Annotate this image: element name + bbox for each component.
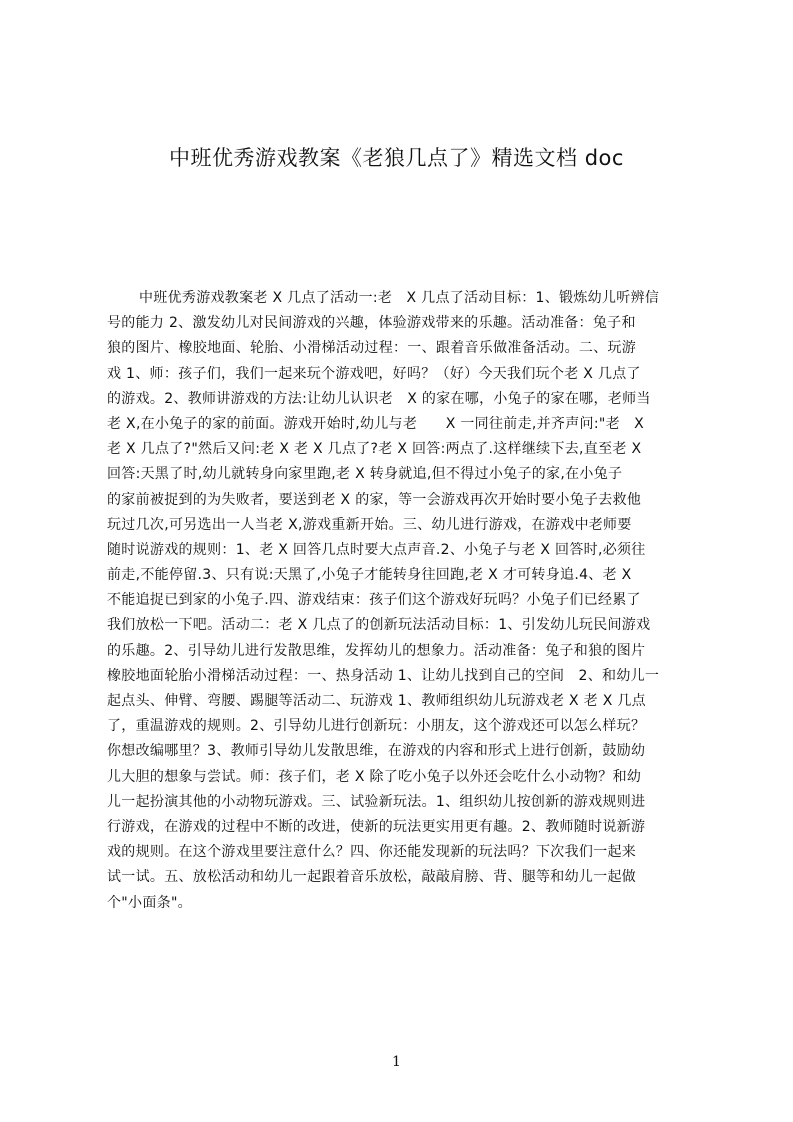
body-line: 了，重温游戏的规则。2、引导幼儿进行创新玩：小朋友，这个游戏还可以怎么样玩？ [107, 718, 646, 735]
body-line: 玩过几次,可另选出一人当老 X,游戏重新开始。三、幼儿进行游戏，在游戏中老师要 [107, 516, 632, 533]
body-line: 中班优秀游戏教案老 X 几点了活动一:老 X 几点了活动目标：1、锻炼幼儿听辨信 [139, 290, 660, 306]
body-line: 的乐趣。2、引导幼儿进行发散思维，发挥幼儿的想象力。活动准备：兔子和狼的图片 [107, 642, 646, 659]
body-line: 老 X,在小兔子的家的前面。游戏开始时,幼儿与老 X 一同往前走,并齐声问:"老 X [107, 415, 645, 432]
body-line: 的家前被捉到的为失败者，要送到老 X 的家，等一会游戏再次开始时要小兔子去救他 [107, 491, 642, 508]
body-line: 行游戏，在游戏的过程中不断的改进，使新的玩法更实用更有趣。2、教师随时说新游 [107, 818, 646, 835]
body-line: 的游戏。2、教师讲游戏的方法:让幼儿认识老 X 的家在哪，小兔子的家在哪，老师当 [107, 390, 651, 407]
body-line: 戏的规则。在这个游戏里要注意什么？四、你还能发现新的玩法吗？下次我们一起来 [107, 844, 637, 861]
body-line: 狼的图片、橡胶地面、轮胎、小滑梯活动过程：一、跟着音乐做准备活动。二、玩游 [107, 340, 637, 357]
body-line: 试一试。五、放松活动和幼儿一起跟着音乐放松，敲敲肩膀、背、腿等和幼儿一起做 [107, 869, 637, 886]
body-line: 随时说游戏的规则：1、老 X 回答几点时要大点声音.2、小兔子与老 X 回答时,必须往 [107, 541, 646, 558]
body-line: 橡胶地面轮胎小滑梯活动过程：一、热身活动 1、让幼儿找到自己的空间 2、和幼儿一 [107, 667, 660, 684]
body-line: 回答:天黑了时,幼儿就转身向家里跑,老 X 转身就追,但不得过小兔子的家,在小兔子 [107, 466, 623, 483]
body-line: 不能追捉已到家的小兔子.四、游戏结束：孩子们这个游戏好玩吗？小兔子们已经累了 [107, 592, 641, 609]
document-body [107, 286, 697, 966]
body-line: 号的能力 2、激发幼儿对民间游戏的兴趣，体验游戏带来的乐趣。活动准备：兔子和 [107, 315, 636, 332]
body-line: 个"小面条"。 [107, 894, 192, 911]
body-line: 儿一起扮演其他的小动物玩游戏。三、试验新玩法。1、组织幼儿按创新的游戏规则进 [107, 793, 646, 810]
document-title: 中班优秀游戏教案《老狼几点了》精选文档 doc [169, 146, 624, 170]
body-line: 我们放松一下吧。活动二：老 X 几点了的创新玩法活动目标：1、引发幼儿玩民间游戏 [107, 617, 651, 634]
body-line: 儿大胆的想象与尝试。师：孩子们，老 X 除了吃小兔子以外还会吃什么小动物？和幼 [107, 768, 642, 785]
page-number: 1 [392, 1054, 401, 1070]
body-line: 老 X 几点了?"然后又问:老 X 老 X 几点了?老 X 回答:两点了.这样继续下去,直至老 X [107, 441, 642, 458]
body-line: 前走,不能停留.3、只有说:天黑了,小兔子才能转身往回跑,老 X 才可转身追.4、老 X [107, 567, 632, 584]
body-line: 戏 1、师：孩子们，我们一起来玩个游戏吧，好吗？（好）今天我们玩个老 X 几点了 [107, 365, 641, 382]
body-line: 起点头、伸臂、弯腰、踢腿等活动二、玩游戏 1、教师组织幼儿玩游戏老 X 老 X 几点 [107, 693, 646, 709]
body-line: 你想改编哪里？3、教师引导幼儿发散思维，在游戏的内容和形式上进行创新，鼓励幼 [107, 743, 646, 760]
